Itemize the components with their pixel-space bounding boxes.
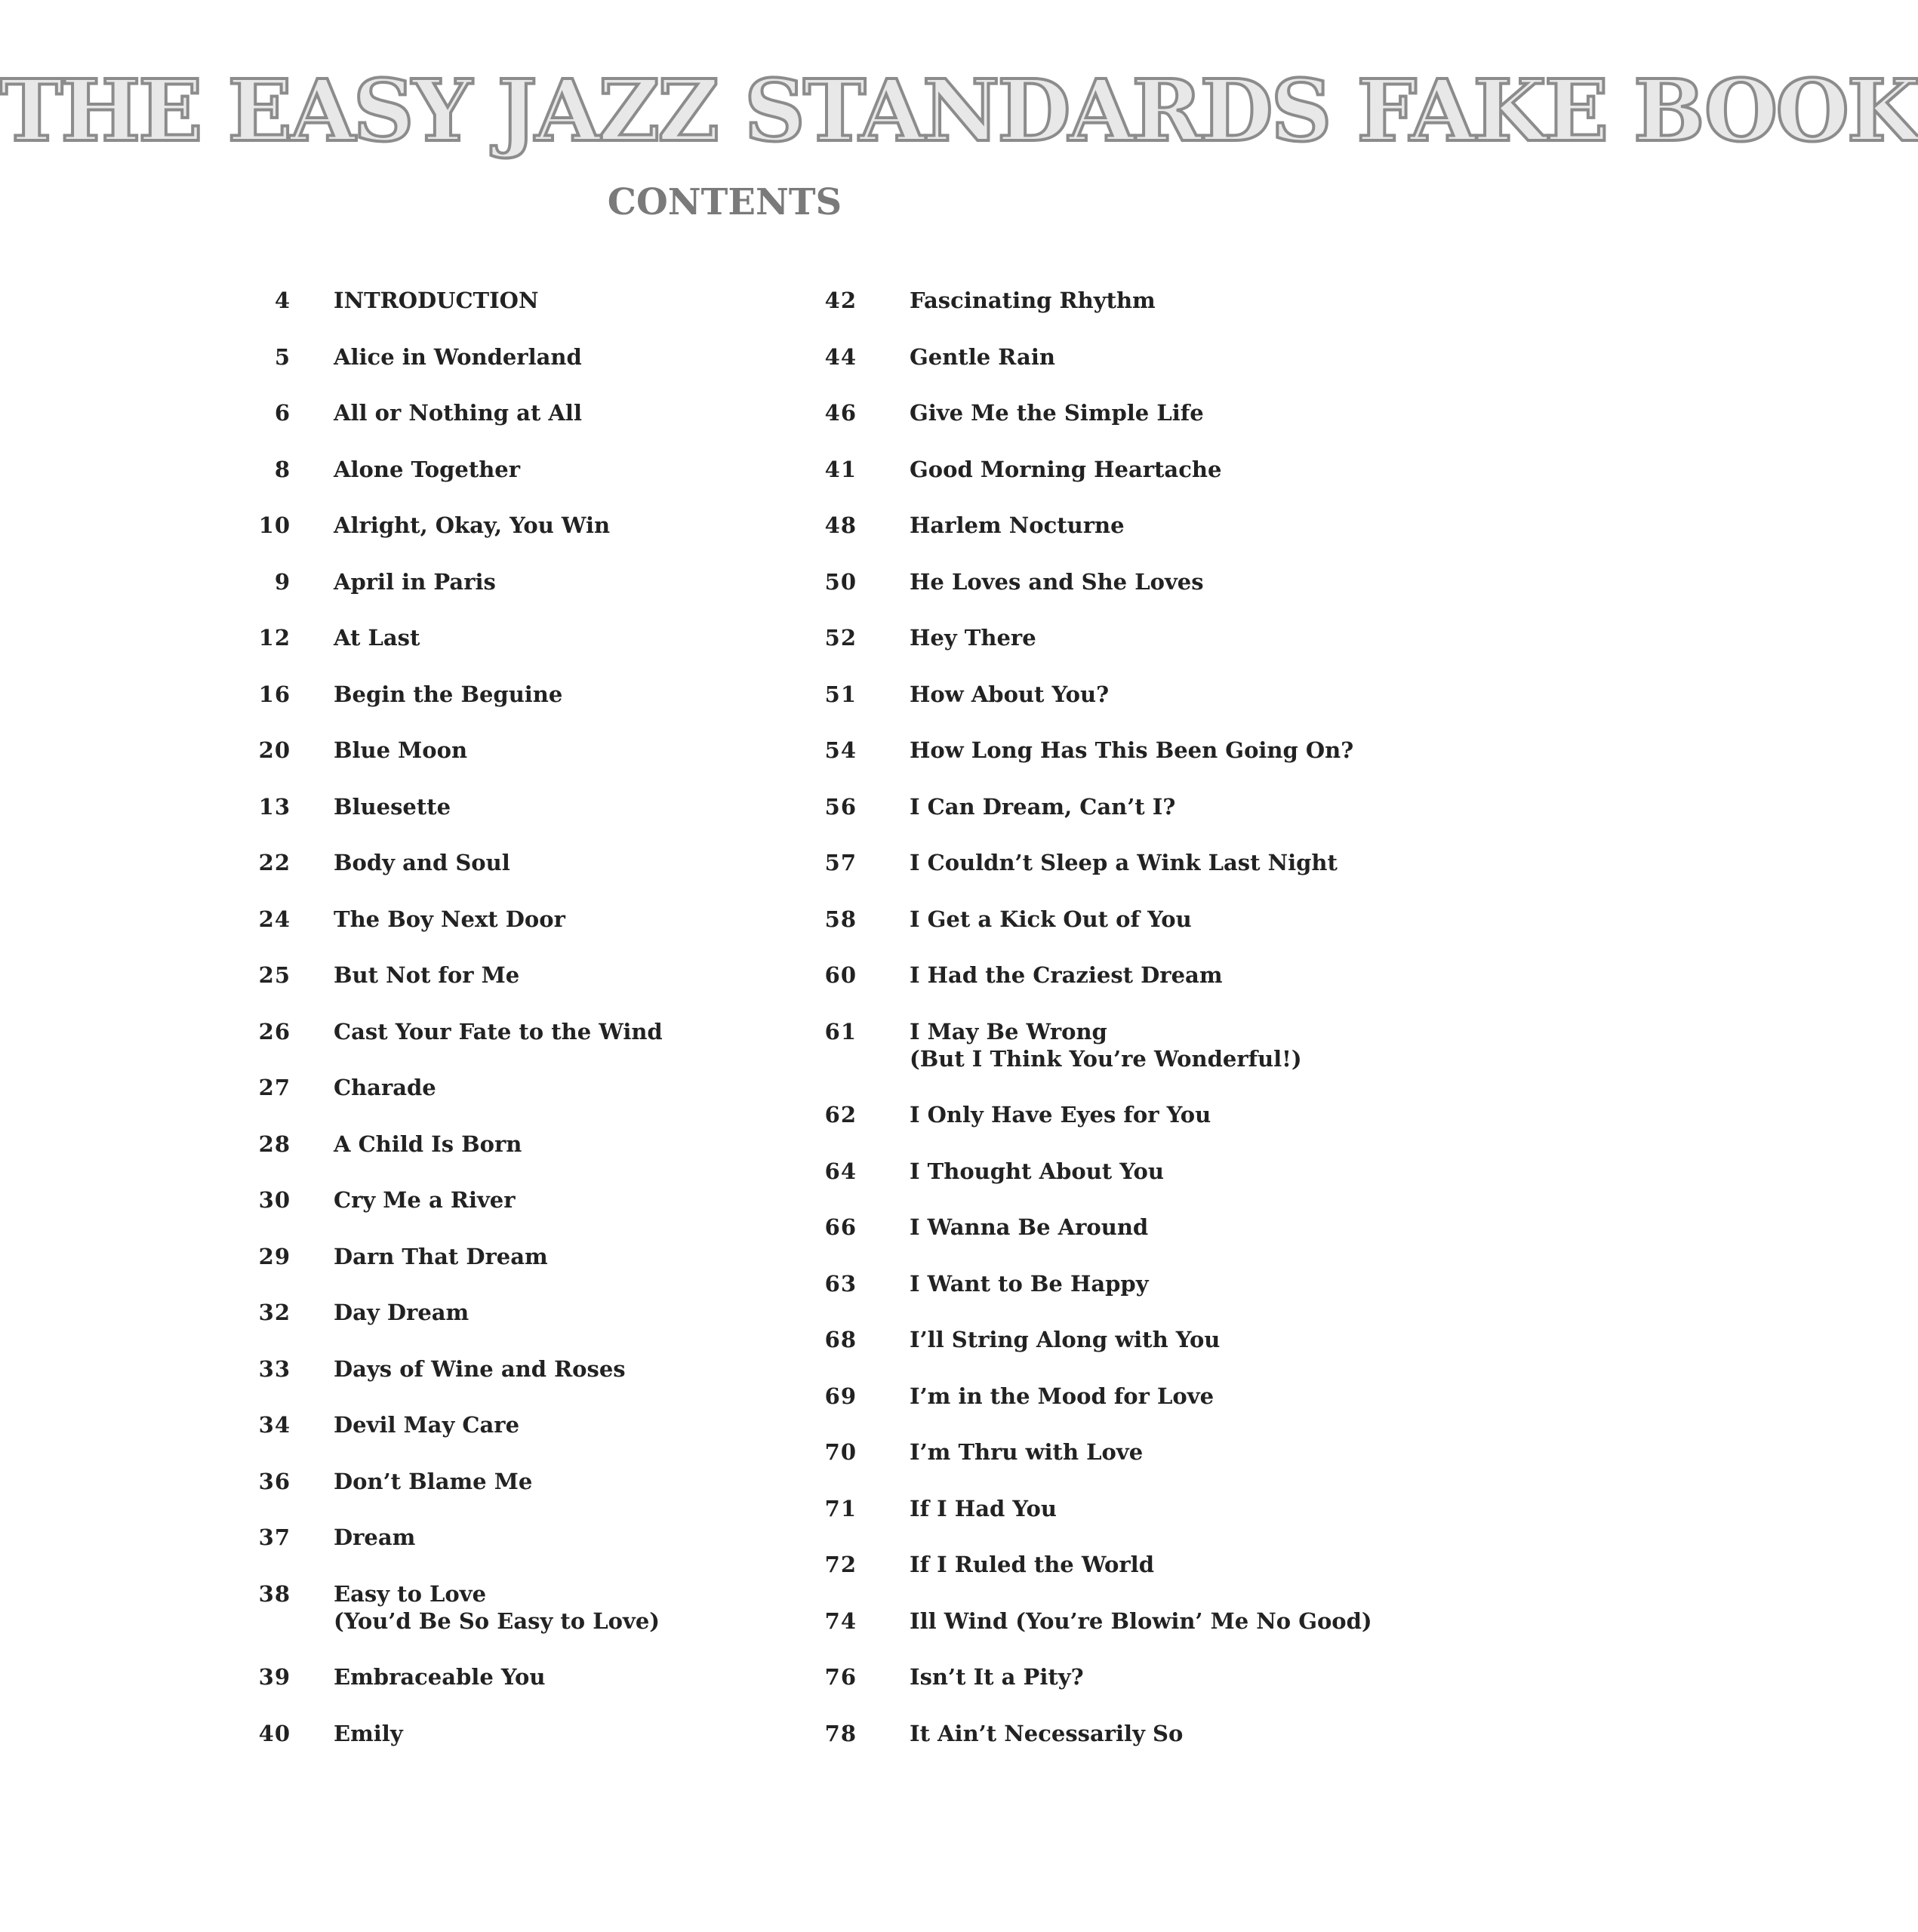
entry-page-number: 25 <box>258 962 291 988</box>
contents-entry <box>242 1074 770 1101</box>
contents-entry <box>815 1607 1389 1635</box>
entry-title: But Not for Me <box>334 962 520 988</box>
contents-column-left <box>242 287 770 1776</box>
entry-page-number: 34 <box>258 1412 291 1438</box>
entry-page-number: 52 <box>824 625 857 651</box>
entry-title: I Want to Be Happy <box>910 1270 1149 1297</box>
contents-entry <box>242 906 770 933</box>
entry-page-number: 70 <box>824 1439 857 1465</box>
contents-entry <box>815 624 1389 651</box>
entry-page-number: 60 <box>824 962 857 988</box>
contents-entry <box>815 793 1389 820</box>
contents-entry <box>815 1663 1389 1690</box>
contents-entry <box>242 1720 770 1747</box>
entry-page-number: 61 <box>824 1018 857 1044</box>
entry-title: I May Be Wrong (But I Think You’re Wonderful!) <box>910 1018 1302 1072</box>
contents-entry <box>815 1495 1389 1522</box>
entry-title: April in Paris <box>334 568 496 595</box>
contents-entry <box>242 1411 770 1438</box>
entry-page-number: 20 <box>258 737 291 763</box>
entry-title: Blue Moon <box>334 737 468 763</box>
entry-title: Dream <box>334 1524 416 1550</box>
contents-entry <box>815 849 1389 876</box>
entry-title: He Loves and She Loves <box>910 568 1204 595</box>
entry-page-number: 36 <box>258 1468 291 1494</box>
contents-entry <box>815 1214 1389 1241</box>
contents-entry <box>242 737 770 764</box>
contents-entry <box>815 681 1389 708</box>
entry-page-number: 9 <box>274 568 291 595</box>
entry-page-number: 78 <box>824 1720 857 1746</box>
entry-title: I Had the Craziest Dream <box>910 962 1223 988</box>
contents-entry <box>815 906 1389 933</box>
entry-title: Days of Wine and Roses <box>334 1355 626 1382</box>
contents-column-right <box>815 287 1389 1776</box>
entry-title: How About You? <box>910 681 1110 707</box>
contents-entry <box>242 1468 770 1495</box>
entry-title: I Thought About You <box>910 1158 1164 1184</box>
contents-entry <box>242 399 770 426</box>
entry-title: Body and Soul <box>334 850 510 875</box>
contents-entry <box>242 512 770 539</box>
entry-page-number: 28 <box>258 1131 291 1157</box>
entry-page-number: 42 <box>824 288 857 313</box>
entry-page-number: 72 <box>824 1552 857 1577</box>
entry-title: If I Had You <box>910 1495 1057 1521</box>
entry-title: Devil May Care <box>334 1412 520 1438</box>
entry-title: Don’t Blame Me <box>334 1468 533 1494</box>
entry-title: Bluesette <box>334 793 451 820</box>
entry-title: Easy to Love (You’d Be So Easy to Love) <box>334 1580 660 1634</box>
entry-page-number: 33 <box>258 1355 291 1382</box>
entry-title: I Get a Kick Out of You <box>910 906 1192 932</box>
entry-page-number: 63 <box>824 1270 857 1297</box>
entry-page-number: 40 <box>258 1720 291 1746</box>
entry-page-number: 74 <box>824 1607 857 1634</box>
entry-page-number: 5 <box>274 343 291 370</box>
entry-page-number: 12 <box>258 625 291 651</box>
entry-title: I Can Dream, Can’t I? <box>910 793 1176 820</box>
entry-title: I Couldn’t Sleep a Wink Last Night <box>910 850 1338 875</box>
entry-page-number: 68 <box>824 1327 857 1352</box>
entry-page-number: 6 <box>274 400 291 426</box>
entry-title: I Only Have Eyes for You <box>910 1102 1211 1128</box>
entry-page-number: 30 <box>258 1187 291 1213</box>
contents-entry <box>815 961 1389 989</box>
entry-title: Hey There <box>910 625 1036 651</box>
contents-entry <box>815 1438 1389 1466</box>
entry-page-number: 71 <box>824 1495 857 1521</box>
entry-title: Gentle Rain <box>910 343 1055 370</box>
entry-title: Good Morning Heartache <box>910 456 1222 482</box>
contents-entry <box>242 1243 770 1270</box>
contents-entry <box>815 737 1389 764</box>
entry-page-number: 66 <box>824 1214 857 1240</box>
entry-title: I Wanna Be Around <box>910 1214 1149 1240</box>
entry-page-number: 54 <box>824 737 857 763</box>
contents-entry <box>815 343 1389 371</box>
entry-title: Emily <box>334 1720 403 1746</box>
entry-page-number: 64 <box>824 1158 857 1184</box>
contents-entry <box>242 1580 770 1635</box>
entry-title: Cast Your Fate to the Wind <box>334 1018 663 1044</box>
contents-entry <box>815 1270 1389 1297</box>
contents-entry <box>815 287 1389 314</box>
entry-title: Ill Wind (You’re Blowin’ Me No Good) <box>910 1607 1372 1634</box>
contents-entry <box>242 1186 770 1214</box>
entry-title: The Boy Next Door <box>334 906 565 932</box>
entry-page-number: 41 <box>824 456 857 482</box>
contents-entry <box>242 456 770 483</box>
entry-page-number: 69 <box>824 1383 857 1409</box>
entry-page-number: 62 <box>824 1102 857 1128</box>
entry-page-number: 10 <box>258 512 291 538</box>
entry-title: How Long Has This Been Going On? <box>910 737 1354 763</box>
contents-entry <box>815 1101 1389 1128</box>
entry-title: I’m in the Mood for Love <box>910 1383 1215 1409</box>
entry-page-number: 51 <box>824 681 857 707</box>
contents-entry <box>815 456 1389 483</box>
entry-title: Cry Me a River <box>334 1187 516 1213</box>
entry-page-number: 76 <box>824 1664 857 1690</box>
entry-page-number: 37 <box>258 1524 291 1550</box>
book-title: THE EASY JAZZ STANDARDS FAKE BOOK <box>0 62 1918 161</box>
contents-entry <box>815 512 1389 539</box>
contents-entry <box>242 793 770 820</box>
contents-entry <box>242 343 770 371</box>
contents-entry <box>815 568 1389 595</box>
entry-page-number: 27 <box>258 1075 291 1100</box>
contents-entry <box>815 1383 1389 1410</box>
contents-entry <box>815 1158 1389 1185</box>
contents-entry <box>242 1131 770 1158</box>
contents-entry <box>242 1355 770 1383</box>
contents-entry <box>242 1018 770 1045</box>
contents-entry <box>242 849 770 876</box>
entry-title: Give Me the Simple Life <box>910 400 1204 426</box>
entry-title: It Ain’t Necessarily So <box>910 1720 1184 1746</box>
entry-page-number: 22 <box>258 850 291 875</box>
contents-entry <box>242 568 770 595</box>
entry-title: INTRODUCTION <box>334 288 539 313</box>
contents-entry <box>242 287 770 314</box>
entry-title: Alice in Wonderland <box>334 343 582 370</box>
entry-title: Alright, Okay, You Win <box>334 512 611 538</box>
entry-page-number: 32 <box>258 1300 291 1325</box>
entry-title: I’ll String Along with You <box>910 1327 1221 1352</box>
entry-title: Begin the Beguine <box>334 681 563 707</box>
entry-page-number: 8 <box>274 456 291 482</box>
entry-page-number: 26 <box>258 1018 291 1044</box>
entry-title: All or Nothing at All <box>334 400 582 426</box>
entry-page-number: 4 <box>274 288 291 313</box>
entry-title: Harlem Nocturne <box>910 512 1125 538</box>
entry-title: Isn’t It a Pity? <box>910 1664 1084 1690</box>
entry-title: I’m Thru with Love <box>910 1439 1144 1465</box>
entry-page-number: 46 <box>824 400 857 426</box>
entry-page-number: 38 <box>258 1580 291 1607</box>
entry-page-number: 13 <box>258 793 291 820</box>
contents-entry <box>815 1018 1389 1072</box>
entry-title: A Child Is Born <box>334 1131 522 1157</box>
contents-entry <box>242 1663 770 1690</box>
contents-entry <box>815 399 1389 426</box>
contents-entry <box>815 1326 1389 1353</box>
contents-entry <box>242 1299 770 1326</box>
contents-entry <box>242 624 770 651</box>
contents-entry <box>242 961 770 989</box>
entry-page-number: 50 <box>824 568 857 595</box>
contents-entry <box>242 681 770 708</box>
entry-page-number: 48 <box>824 512 857 538</box>
entry-page-number: 29 <box>258 1243 291 1269</box>
entry-page-number: 56 <box>824 793 857 820</box>
entry-title: Day Dream <box>334 1300 469 1325</box>
entry-title: Fascinating Rhythm <box>910 288 1156 313</box>
entry-page-number: 16 <box>258 681 291 707</box>
entry-page-number: 44 <box>824 343 857 370</box>
entry-title: Embraceable You <box>334 1664 546 1690</box>
entry-title: Alone Together <box>334 456 521 482</box>
entry-title: At Last <box>334 625 420 651</box>
entry-page-number: 24 <box>258 906 291 932</box>
entry-page-number: 57 <box>824 850 857 875</box>
entry-title: Charade <box>334 1075 436 1100</box>
contents-entry <box>815 1720 1389 1747</box>
contents-entry <box>815 1551 1389 1578</box>
contents-heading: CONTENTS <box>607 181 842 223</box>
contents-entry <box>242 1524 770 1551</box>
entry-title: Darn That Dream <box>334 1243 548 1269</box>
entry-page-number: 58 <box>824 906 857 932</box>
entry-title: If I Ruled the World <box>910 1552 1154 1577</box>
entry-page-number: 39 <box>258 1664 291 1690</box>
